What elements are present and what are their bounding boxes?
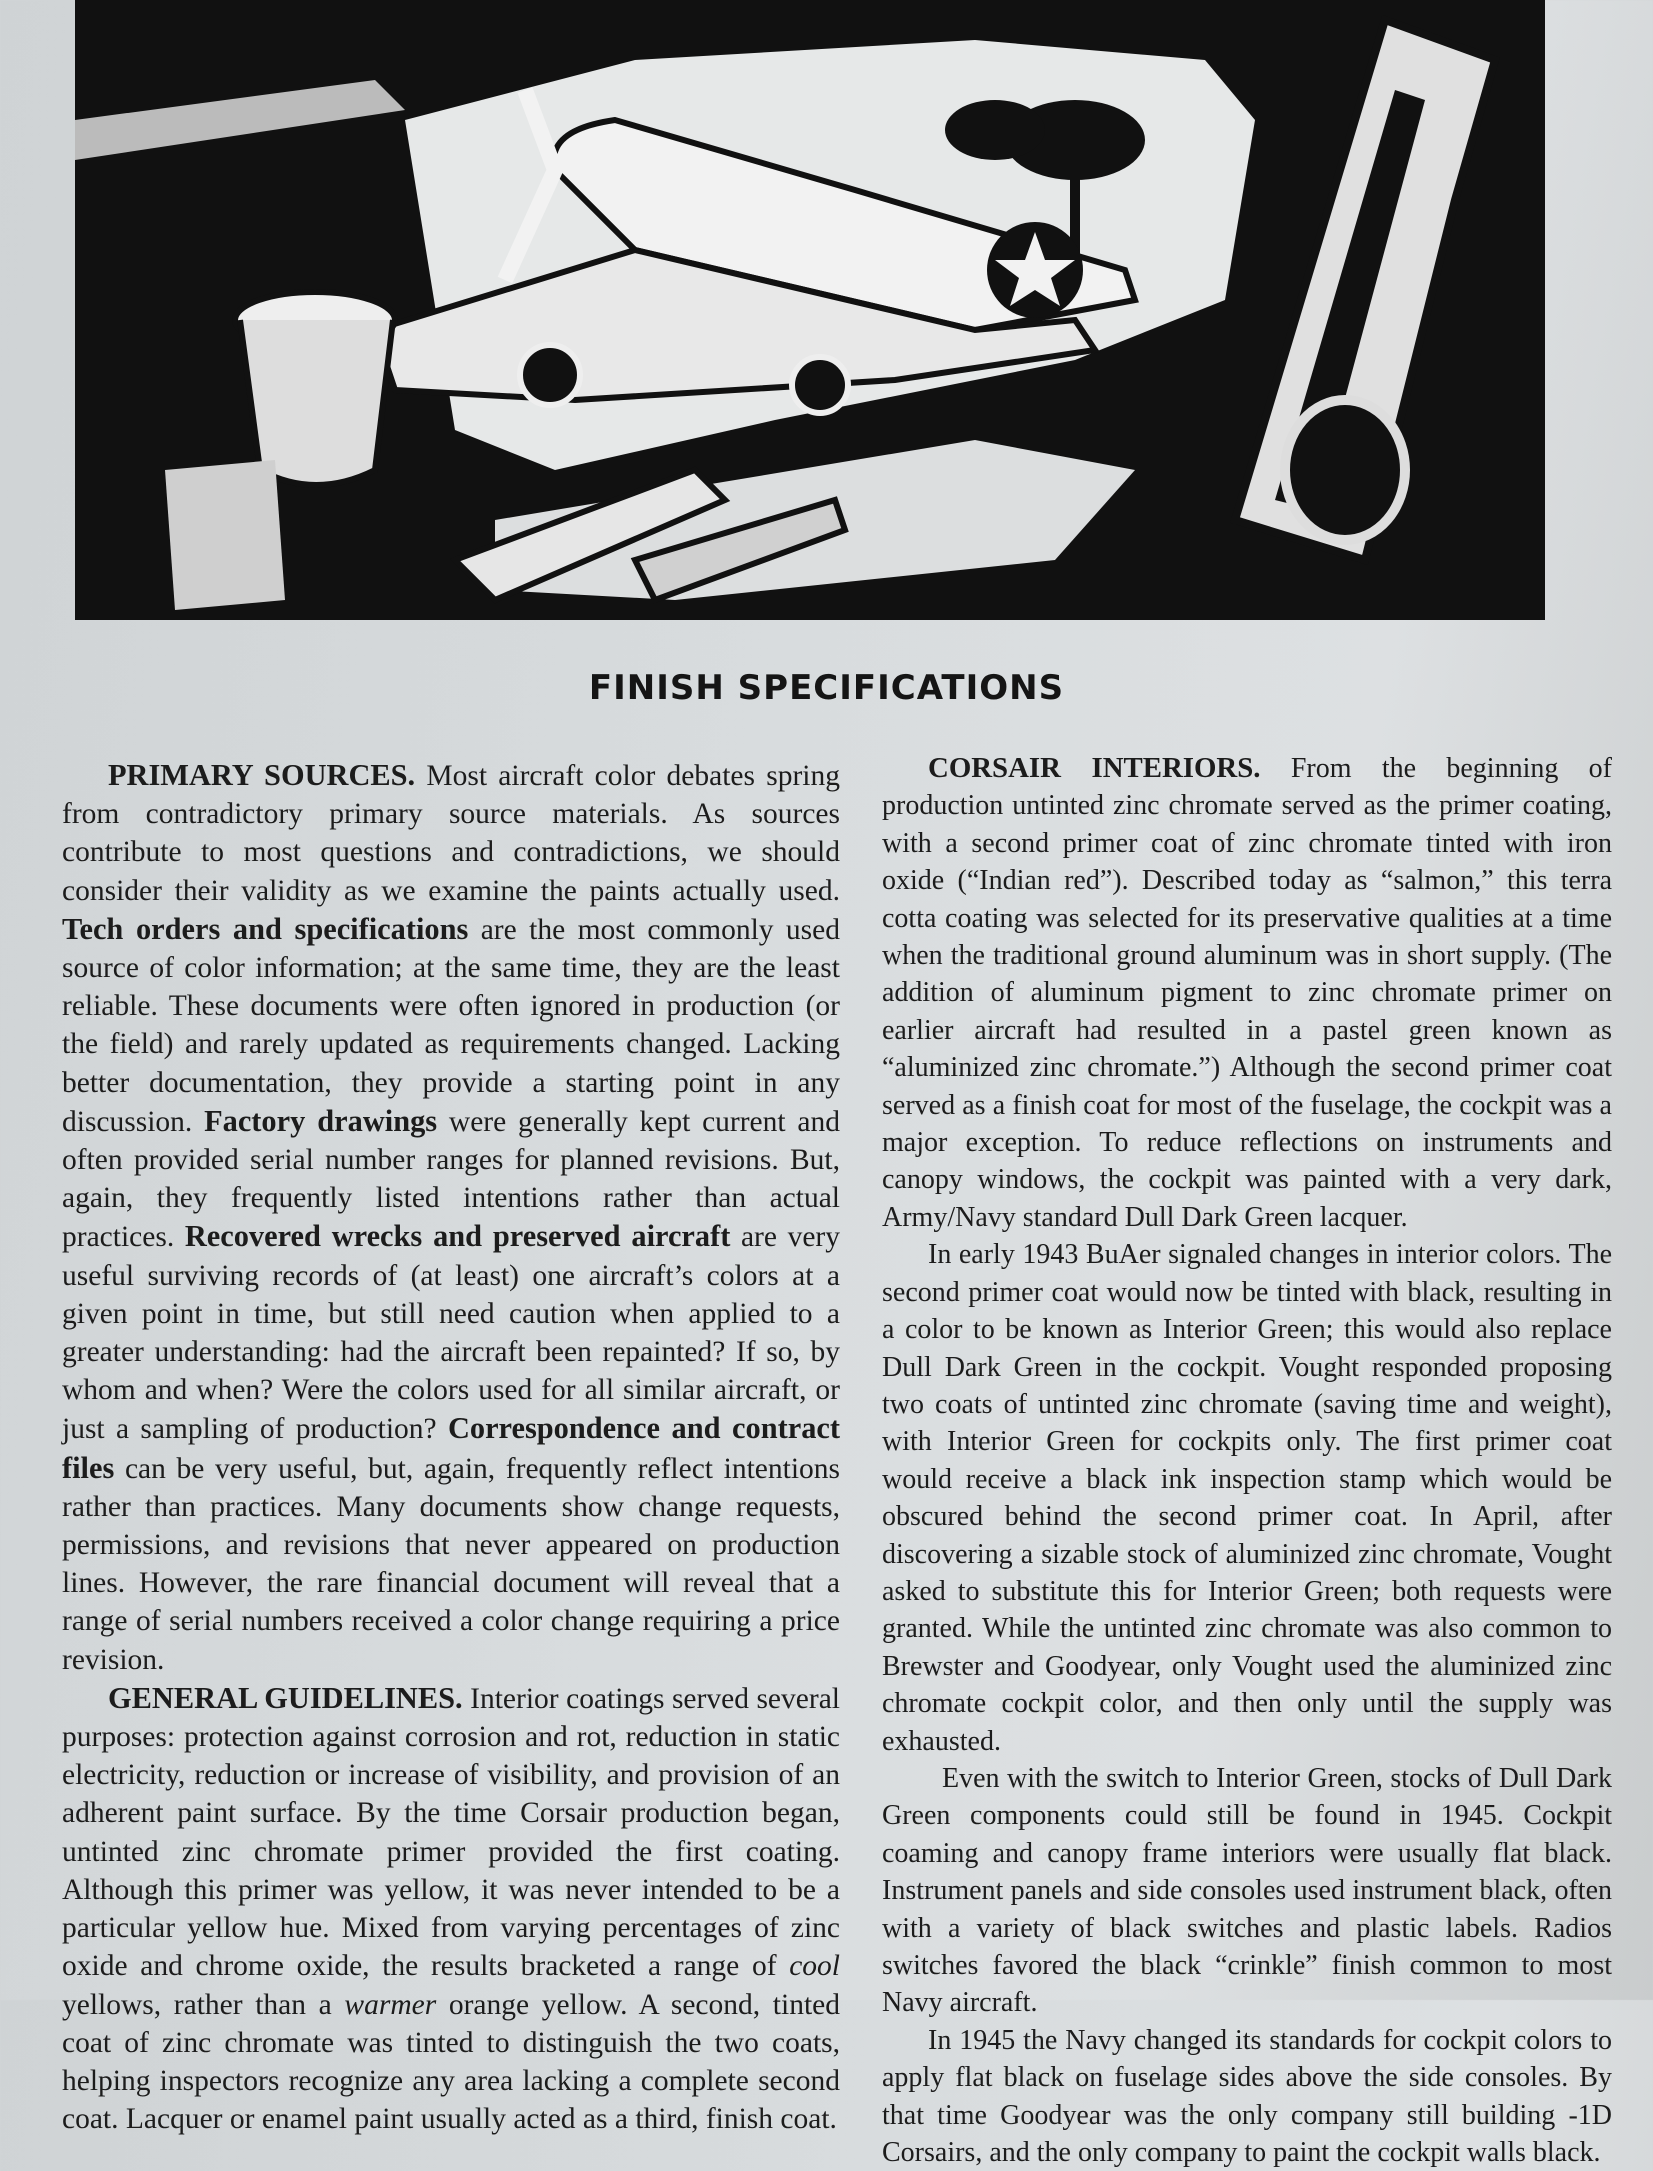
italic-term: warmer xyxy=(344,1988,437,2021)
body-text: Most aircraft color debates spring from contradictory primary source materials. As sources contribute to most questions and contradictions, we should consider their validity as we examine the paints actually used. xyxy=(62,760,840,907)
bold-term: Tech orders and specifications xyxy=(62,911,469,946)
section-heading: PRIMARY SOURCES. xyxy=(108,758,416,792)
paragraph-1945-standards: In 1945 the Navy changed its standards for cockpit colors to apply flat black on fuselage sides above the side consoles. By that time Goodyear was the only company still building -1D Corsairs, and the only company to paint the cockpit walls black. xyxy=(882,2024,1612,2169)
page-title: FINISH SPECIFICATIONS xyxy=(588,668,1065,708)
paragraph-early-1943: In early 1943 BuAer signaled changes in interior colors. The second primer coat would now be tinted with black, resulting in a color to be known as Interior Green; this would also replace Dull Dark Green in the cockpit. Vought responded proposing two coats of untinted zinc chromate (saving time and weight), with Interior Green for cockpits only. The first primer coat would receive a black ink inspection stamp which would be obscured behind the second primer coat. In April, after discovering a sizable stock of aluminized zinc chromate, Vought asked to substitute this for Interior Green; both requests were granted. While the untinted zinc chromate was also common to Brewster and Goodyear, only Vought used the aluminized zinc chromate cockpit color, and then only until the supply was exhausted. xyxy=(882,1239,1612,1757)
paragraph-corsair-interiors xyxy=(882,750,1612,1236)
body-text: are very useful surviving records of (at least) one aircraft’s colors at a given point in time, but still need caution when applied to a greater understanding: had the aircraft been repainted? If so, by whom and when? Were the colors used for all similar aircraft, or just a sampling of production? xyxy=(62,1221,840,1446)
body-text: From the beginning of production untinted zinc chromate served as the primer coating, with a second primer coat of zinc chromate tinted with iron oxide (“Indian red”). Described today as “salmon,” this terra cotta coating was selected for its preservative qualities at a time when the traditional ground aluminum was in short supply. (The addition of aluminum pigment to zinc chromate primer on earlier aircraft had resulted in a pastel green known as “aluminized zinc chromate.”) Although the second primer coat served as a finish coat for most of the fuselage, the cockpit was a major exception. To reduce reflections on instruments and canopy windows, the cockpit was painted with a very dark, Army/Navy standard Dull Dark Green lacquer. xyxy=(882,753,1612,1233)
body-text: were generally kept current and often provided serial number ranges for planned revisions. But, again, they frequently listed intentions rather than actual practices. xyxy=(62,1105,840,1254)
bold-term: Recovered wrecks and preserved aircraft xyxy=(184,1219,731,1254)
section-heading: CORSAIR INTERIORS. xyxy=(928,752,1261,784)
section-heading: GENERAL GUIDELINES. xyxy=(108,1680,463,1715)
body-text: can be very useful, but, again, frequently reflect intentions rather than practices. Many documents show change requests, permissions, and revisions that never appeared on production lines. However, the rare financial document will reveal that a range of serial numbers received a color change requiring a price revision. xyxy=(62,1452,840,1676)
body-text: Interior coatings served several purposes: protection against corrosion and rot, reduction in static electricity, reduction or increase of visibility, and provision of an adherent paint surface. By the time Corsair production began, untinted zinc chromate primer provided the first coating. Although this primer was yellow, it was never intended to be a particular yellow hue. Mixed from varying percentages of zinc oxide and chrome oxide, the results bracketed a range of xyxy=(62,1682,840,1983)
body-text: yellows, rather than a xyxy=(62,1988,345,2021)
italic-term: cool xyxy=(789,1950,840,1983)
bold-term: Factory drawings xyxy=(204,1103,438,1138)
body-text: are the most commonly used source of color information; at the same time, they are the least reliable. These documents were often ignored in production (or the field) and rarely updated as requirements changed. Lacking better documentation, they provide a starting point in any discussion. xyxy=(62,913,840,1138)
paragraph-interior-green-switch: Even with the switch to Interior Green, stocks of Dull Dark Green components could still be found in 1945. Cockpit coaming and canopy frame interiors were usually flat black. Instrument panels and side consoles used instrument black, often with a variety of black switches and plastic labels. Radios switches favored the black “crinkle” finish common to most Navy aircraft. xyxy=(882,1762,1612,2019)
right-column xyxy=(882,750,1612,2171)
body-text: orange yellow. A second, tinted coat of zinc chromate was tinted to distinguish the two coats, helping inspectors recognize any area lacking a complete second coat. Lacquer or enamel paint usually acted as a third, finish coat. xyxy=(62,1988,840,2136)
paragraph-general-guidelines xyxy=(62,1679,840,2138)
left-column xyxy=(62,756,840,2138)
paragraph-primary-sources xyxy=(62,756,840,1679)
corsair-woodcut-illustration xyxy=(75,0,1545,620)
bold-term: Correspondence and contract files xyxy=(62,1411,840,1485)
